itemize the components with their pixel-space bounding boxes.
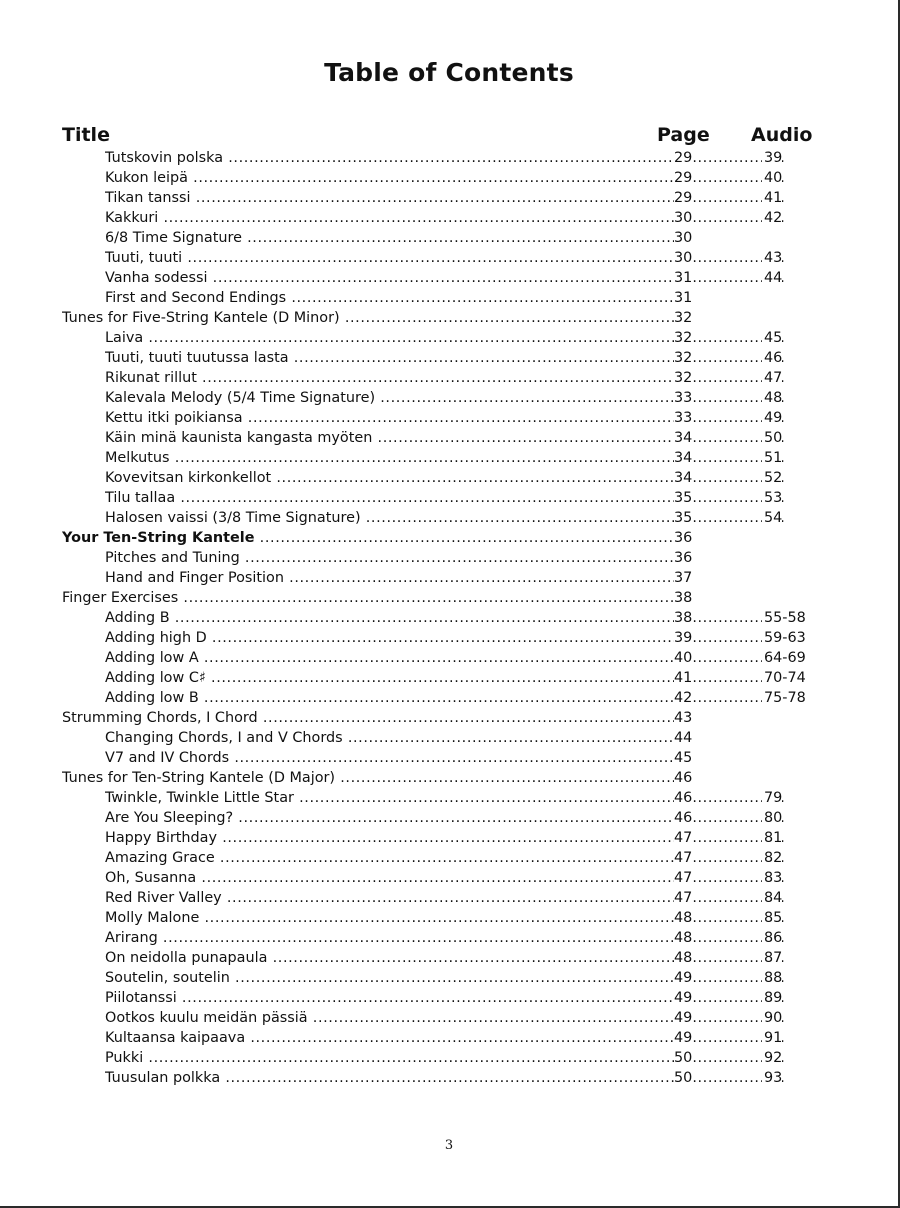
toc-entry-page: 49 [674,1030,693,1046]
toc-entry-page: 47 [674,850,693,866]
toc-entry[interactable] [0,1028,898,1048]
toc-entry[interactable] [0,368,898,388]
toc-entry[interactable] [0,748,898,768]
toc-entry-page-cell [674,528,786,548]
toc-entry[interactable] [0,988,898,1008]
toc-entry-audio: 70-74 [764,670,806,686]
toc-entry-page: 46 [674,810,693,826]
toc-entry-page: 46 [674,790,693,806]
toc-entry[interactable] [0,608,898,628]
toc-entry-page: 50 [674,1070,693,1086]
toc-entry-page-cell [674,568,786,588]
toc-entry-leader [105,988,674,1008]
toc-entry-leader [105,648,674,668]
toc-entry[interactable] [0,768,898,788]
toc-entry-leader [105,608,674,628]
toc-entry-title: Tikan tanssi [105,190,191,206]
toc-entry-title: Adding low A [105,650,199,666]
toc-entry-page-cell [674,708,786,728]
toc-entry-title: Kakkuri [105,210,159,226]
toc-entry-title: Changing Chords, I and V Chords [105,730,343,746]
toc-entry-leader [105,548,674,568]
toc-list [0,148,898,1088]
toc-entry-leader [105,428,674,448]
toc-entry-title: Molly Malone [105,910,200,926]
toc-entry-title: Are You Sleeping? [105,810,234,826]
toc-entry-page: 41 [674,670,693,686]
toc-entry[interactable] [0,248,898,268]
toc-entry-title: First and Second Endings [105,290,287,306]
toc-entry-page-cell [674,748,786,768]
toc-entry-leader [105,148,674,168]
toc-entry-title: Adding B [105,610,170,626]
toc-entry-title: Rikunat rillut [105,370,197,386]
toc-entry[interactable] [0,928,898,948]
toc-entry-title: 6/8 Time Signature [105,230,242,246]
toc-entry-page: 35 [674,490,693,506]
toc-entry-page: 43 [674,710,693,726]
toc-entry-page: 33 [674,390,693,406]
toc-entry-audio: 45 [764,330,783,346]
toc-entry-page: 48 [674,930,693,946]
toc-entry[interactable] [0,348,898,368]
toc-entry-page: 49 [674,990,693,1006]
toc-entry-leader [105,628,674,648]
toc-entry-audio: 50 [764,430,783,446]
toc-entry-audio: 75-78 [764,690,806,706]
toc-entry-title: V7 and IV Chords [105,750,230,766]
toc-entry-page: 29 [674,190,693,206]
toc-entry-leader [105,228,674,248]
toc-entry-audio: 83 [764,870,783,886]
toc-entry-leader [105,488,674,508]
toc-entry-title: Adding high D [105,630,207,646]
toc-entry-page: 31 [674,270,693,286]
toc-entry-title: Laiva [105,330,144,346]
toc-entry-title: Tunes for Ten-String Kantele (D Major) [62,770,336,786]
toc-entry-title: Tutskovin polska [105,150,224,166]
toc-entry-page: 35 [674,510,693,526]
toc-entry-leader [105,268,674,288]
toc-entry-leader [105,808,674,828]
toc-entry-title: Käin minä kaunista kangasta myöten [105,430,373,446]
toc-entry-audio: 54 [764,510,783,526]
toc-entry-leader [105,408,674,428]
toc-entry[interactable] [0,228,898,248]
toc-entry-page: 49 [674,970,693,986]
toc-entry-page: 39 [674,630,693,646]
toc-entry-page: 38 [674,590,693,606]
toc-entry-title: Hand and Finger Position [105,570,284,586]
toc-entry-leader [62,708,674,728]
toc-entry-leader [105,748,674,768]
toc-entry-page-cell [674,728,786,748]
toc-entry-leader [105,168,674,188]
toc-entry-title: Vanha sodessi [105,270,208,286]
toc-entry[interactable] [0,428,898,448]
toc-entry[interactable] [0,288,898,308]
toc-entry-title: Adding low C♯ [105,670,206,686]
toc-entry-title: Piilotanssi [105,990,177,1006]
toc-entry-audio: 49 [764,410,783,426]
toc-entry-leader [105,568,674,588]
toc-entry[interactable] [0,648,898,668]
toc-entry[interactable] [0,328,898,348]
toc-entry-title: Tuuti, tuuti tuutussa lasta [105,350,289,366]
toc-entry-page: 30 [674,230,693,246]
toc-entry-page-cell [674,228,786,248]
toc-entry-title: Happy Birthday [105,830,218,846]
toc-entry-audio: 79 [764,790,783,806]
toc-entry[interactable] [0,1068,898,1088]
toc-entry-leader [62,528,674,548]
toc-entry-audio: 89 [764,990,783,1006]
toc-entry[interactable] [0,388,898,408]
toc-entry-title: Arirang [105,930,158,946]
toc-entry-leader [105,1008,674,1028]
toc-entry-leader [105,1048,674,1068]
toc-entry-audio: 87 [764,950,783,966]
toc-entry-leader [105,1028,674,1048]
toc-entry-audio: 47 [764,370,783,386]
toc-entry[interactable] [0,148,898,168]
toc-entry-leader [105,828,674,848]
toc-entry-audio: 91 [764,1030,783,1046]
toc-entry-leader [105,948,674,968]
toc-entry-audio: 55-58 [764,610,806,626]
toc-entry-title: Pukki [105,1050,144,1066]
toc-entry-page-cell [674,288,786,308]
toc-entry-leader [105,1068,674,1088]
toc-entry-audio: 85 [764,910,783,926]
toc-entry-page: 37 [674,570,693,586]
toc-entry-audio: 51 [764,450,783,466]
toc-entry-leader [105,248,674,268]
toc-entry[interactable] [0,688,898,708]
toc-entry-leader [105,468,674,488]
toc-entry-leader [105,888,674,908]
toc-entry[interactable] [0,408,898,428]
toc-entry-leader [105,508,674,528]
toc-entry-leader [105,968,674,988]
toc-entry-page: 32 [674,370,693,386]
page-title: Table of Contents [324,58,574,87]
toc-entry-leader [105,728,674,748]
toc-entry[interactable] [0,948,898,968]
toc-entry-audio: 82 [764,850,783,866]
toc-entry-page-cell [674,768,786,788]
toc-entry-page: 46 [674,770,693,786]
toc-entry-audio: 53 [764,490,783,506]
toc-entry-leader [105,928,674,948]
toc-entry-audio: 39 [764,150,783,166]
toc-entry-title: Adding low B [105,690,199,706]
toc-entry-page: 36 [674,550,693,566]
toc-entry-leader [105,908,674,928]
toc-entry[interactable] [0,208,898,228]
toc-entry-leader [105,668,674,688]
toc-entry-page: 40 [674,650,693,666]
toc-entry-audio: 64-69 [764,650,806,666]
toc-entry[interactable] [0,528,898,548]
toc-entry-audio: 81 [764,830,783,846]
toc-entry-title: Tunes for Five-String Kantele (D Minor) [62,310,340,326]
toc-entry-title: Tilu tallaa [105,490,176,506]
toc-entry-title: Kettu itki poikiansa [105,410,243,426]
toc-entry-leader [105,368,674,388]
toc-entry[interactable] [0,468,898,488]
toc-entry-audio: 44 [764,270,783,286]
toc-entry-leader [105,208,674,228]
toc-entry-leader [105,288,674,308]
toc-entry[interactable] [0,968,898,988]
toc-entry-audio: 41 [764,190,783,206]
toc-entry[interactable] [0,808,898,828]
toc-entry-audio: 43 [764,250,783,266]
toc-entry-page-cell [674,308,786,328]
page-number: 3 [444,1138,454,1153]
toc-entry-page-cell [674,548,786,568]
toc-entry-page: 34 [674,450,693,466]
toc-entry-page: 29 [674,170,693,186]
toc-entry-title: Kultaansa kaipaava [105,1030,246,1046]
column-header-title: Title [62,124,110,146]
toc-entry[interactable] [0,568,898,588]
toc-entry[interactable] [0,668,898,688]
toc-entry-audio: 84 [764,890,783,906]
toc-entry[interactable] [0,728,898,748]
toc-entry-title: Kukon leipä [105,170,188,186]
toc-entry-audio: 90 [764,1010,783,1026]
toc-entry[interactable] [0,308,898,328]
toc-entry-page: 45 [674,750,693,766]
toc-entry-page: 38 [674,610,693,626]
toc-entry-title: Red River Valley [105,890,222,906]
toc-entry-page: 30 [674,210,693,226]
toc-entry-page: 36 [674,530,693,546]
toc-entry-audio: 59-63 [764,630,806,646]
toc-entry-leader [62,588,674,608]
toc-entry-page: 34 [674,470,693,486]
toc-entry-title: Kovevitsan kirkonkellot [105,470,272,486]
toc-entry-page: 44 [674,730,693,746]
toc-entry[interactable] [0,588,898,608]
toc-entry-page: 50 [674,1050,693,1066]
toc-entry-leader [105,188,674,208]
toc-entry-leader [105,868,674,888]
toc-entry-audio: 52 [764,470,783,486]
toc-entry-leader [62,308,674,328]
toc-entry-title: Pitches and Tuning [105,550,240,566]
toc-entry-leader [62,768,674,788]
toc-entry[interactable] [0,188,898,208]
toc-entry-page: 32 [674,350,693,366]
toc-entry-audio: 92 [764,1050,783,1066]
toc-entry-title: Kalevala Melody (5/4 Time Signature) [105,390,376,406]
toc-entry-page: 49 [674,1010,693,1026]
toc-entry-title: Tuuti, tuuti [105,250,183,266]
toc-entry-title: Amazing Grace [105,850,215,866]
toc-entry-title: Ootkos kuulu meidän pässiä [105,1010,308,1026]
toc-entry-audio: 42 [764,210,783,226]
toc-entry-page: 42 [674,690,693,706]
toc-entry[interactable] [0,548,898,568]
toc-entry-page: 47 [674,830,693,846]
toc-entry-page: 47 [674,890,693,906]
toc-entry-title: Halosen vaissi (3/8 Time Signature) [105,510,361,526]
toc-entry-title: Melkutus [105,450,170,466]
column-header-audio: Audio [751,124,813,146]
toc-entry-title: Soutelin, soutelin [105,970,230,986]
column-header-page: Page [657,124,710,146]
toc-entry-page: 48 [674,910,693,926]
toc-entry[interactable] [0,448,898,468]
toc-entry[interactable] [0,848,898,868]
toc-entry-title: Oh, Susanna [105,870,197,886]
toc-entry-title: On neidolla punapaula [105,950,268,966]
toc-entry-leader [105,788,674,808]
toc-entry[interactable] [0,788,898,808]
toc-entry[interactable] [0,268,898,288]
toc-entry[interactable] [0,888,898,908]
toc-entry[interactable] [0,868,898,888]
toc-entry[interactable] [0,828,898,848]
toc-entry-page: 29 [674,150,693,166]
toc-entry-page: 30 [674,250,693,266]
toc-entry-page: 33 [674,410,693,426]
toc-entry[interactable] [0,908,898,928]
toc-entry-page: 32 [674,330,693,346]
toc-entry-audio: 86 [764,930,783,946]
toc-entry[interactable] [0,708,898,728]
toc-entry[interactable] [0,168,898,188]
toc-entry-audio: 48 [764,390,783,406]
toc-entry-audio: 46 [764,350,783,366]
toc-entry-title: Twinkle, Twinkle Little Star [105,790,294,806]
toc-entry-audio: 88 [764,970,783,986]
toc-entry-audio: 93 [764,1070,783,1086]
toc-entry[interactable] [0,508,898,528]
toc-entry-leader [105,448,674,468]
toc-entry[interactable] [0,628,898,648]
toc-entry-page-cell [674,588,786,608]
toc-entry-page: 48 [674,950,693,966]
toc-entry-title: Tuusulan polkka [105,1070,221,1086]
toc-entry-leader [105,688,674,708]
toc-entry-page: 31 [674,290,693,306]
toc-entry-leader [105,328,674,348]
toc-entry-leader [105,348,674,368]
toc-entry-title: Finger Exercises [62,590,179,606]
toc-entry[interactable] [0,1008,898,1028]
toc-entry-leader [105,848,674,868]
toc-entry[interactable] [0,488,898,508]
toc-entry-audio: 80 [764,810,783,826]
toc-entry-page: 34 [674,430,693,446]
toc-entry-title: Your Ten-String Kantele [62,530,255,546]
toc-entry[interactable] [0,1048,898,1068]
toc-entry-leader [105,388,674,408]
toc-entry-page: 32 [674,310,693,326]
toc-entry-title: Strumming Chords, I Chord [62,710,258,726]
toc-entry-page: 47 [674,870,693,886]
toc-entry-audio: 40 [764,170,783,186]
